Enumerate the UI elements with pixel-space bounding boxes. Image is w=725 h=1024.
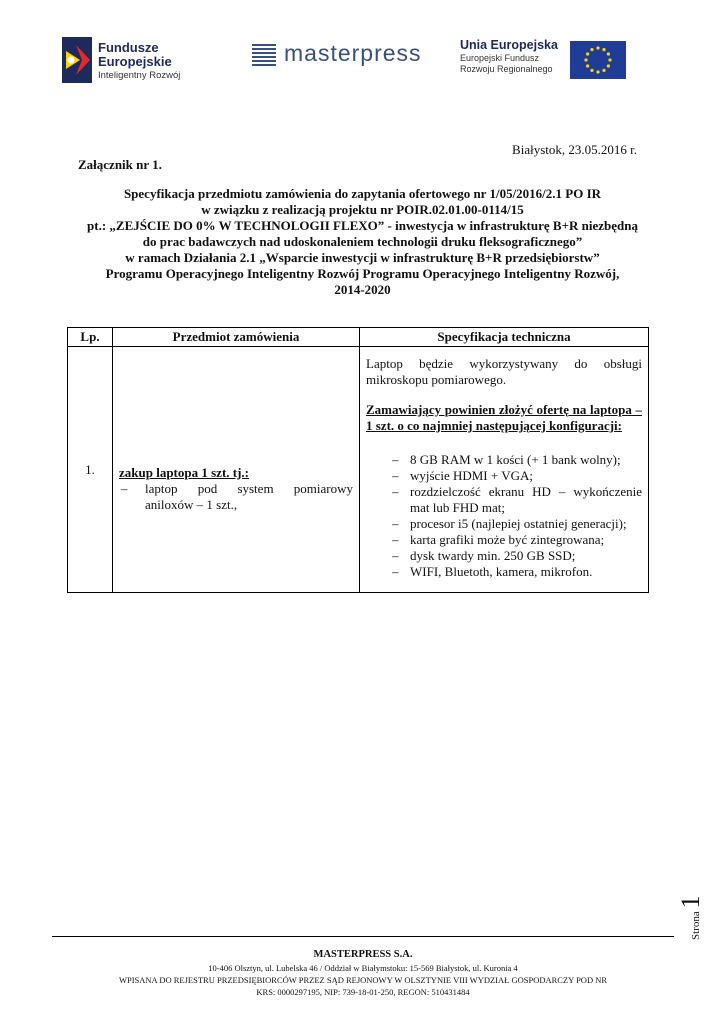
title-line: do prac badawczych nad udoskonaleniem technologii druku fleksograficznego” bbox=[142, 234, 583, 249]
masterpress-logo-text: masterpress bbox=[284, 40, 422, 66]
list-item: – wyjście HDMI + VGA; bbox=[366, 468, 642, 484]
masterpress-lines-icon bbox=[252, 44, 276, 66]
page-label: Strona bbox=[690, 911, 702, 940]
list-item: – rozdzielczość ekranu HD – wykończenie mat lub FHD mat; bbox=[366, 484, 642, 516]
footer-ids: KRS: 0000297195, NIP: 739-18-01-250, REGON: 510431484 bbox=[256, 987, 470, 997]
fe-logo-line1: Fundusze bbox=[98, 40, 159, 55]
row-lp: 1. bbox=[68, 347, 113, 593]
row-spec-cell bbox=[360, 347, 649, 593]
list-item: – dysk twardy min. 250 GB SSD; bbox=[366, 548, 642, 564]
document-date: Białystok, 23.05.2016 r. bbox=[512, 142, 637, 157]
footer-registry: WPISANA DO REJESTRU PRZEDSIĘBIORCÓW PRZEZ SĄD REJONOWY W OLSZTYNIE VIII WYDZIAŁ GOSPODARCZY POD NR bbox=[118, 975, 608, 985]
fe-logo-line2: Europejskie bbox=[98, 54, 172, 69]
item-heading: zakup laptopa 1 szt. tj.: bbox=[119, 464, 250, 480]
page-number: 1 bbox=[676, 895, 705, 909]
table-row bbox=[68, 347, 649, 593]
fe-star-mark-icon bbox=[62, 37, 92, 83]
page-number-indicator bbox=[676, 870, 706, 940]
header-spec: Specyfikacja techniczna bbox=[360, 328, 649, 347]
list-item: – karta grafiki może być zintegrowana; bbox=[366, 532, 642, 548]
footer-address: 10-406 Olsztyn, ul. Lubelska 46 / Oddział w Białymstoku: 15-569 Białystok, ul. Kuronia 4 bbox=[208, 963, 518, 973]
footer-divider bbox=[52, 936, 674, 937]
footer bbox=[52, 948, 674, 998]
item-list bbox=[119, 481, 353, 513]
list-item: – procesor i5 (najlepiej ostatniej generacji); bbox=[366, 516, 642, 532]
spec-intro: Laptop będzie wykorzystywany do obsługi mikroskopu pomiarowego. bbox=[366, 356, 642, 387]
title-line: Specyfikacja przedmiotu zamówienia do zapytania ofertowego nr 1/05/2016/2.1 PO IR bbox=[123, 186, 602, 201]
list-item: – WIFI, Bluetoth, kamera, mikrofon. bbox=[366, 564, 642, 580]
masterpress-logo bbox=[252, 40, 442, 70]
title-line: w ramach Działania 2.1 „Wsparcie inwestycji w infrastrukturę B+R przedsiębiorstw” bbox=[125, 250, 600, 265]
document-title bbox=[60, 186, 665, 298]
spec-list bbox=[366, 452, 642, 580]
eu-flag-icon bbox=[570, 41, 626, 79]
table-header-row bbox=[68, 328, 649, 347]
ue-logo-sub1: Europejski Fundusz bbox=[460, 53, 540, 63]
fe-logo-line3: Inteligentny Rozwój bbox=[98, 70, 181, 81]
fundusze-europejskie-logo bbox=[62, 37, 202, 85]
header-item: Przedmiot zamówienia bbox=[113, 328, 360, 347]
title-line: w związku z realizacją projektu nr POIR.02.01.00-0114/15 bbox=[201, 202, 524, 217]
attachment-label: Załącznik nr 1. bbox=[78, 157, 162, 172]
spec-requirement: Zamawiający powinien złożyć ofertę na laptopa – 1 szt. o co najmniej następującej konfiguracji: bbox=[366, 402, 642, 433]
list-item: – 8 GB RAM w 1 kości (+ 1 bank wolny); bbox=[366, 452, 642, 468]
title-line: 2014-2020 bbox=[334, 282, 391, 297]
unia-europejska-logo bbox=[460, 38, 630, 83]
title-line: pt.: „ZEJŚCIE DO 0% W TECHNOLOGII FLEXO” - inwestycja w infrastrukturę B+R niezbędną bbox=[87, 218, 638, 233]
title-line: Programu Operacyjnego Inteligentny Rozwój Programu Operacyjnego Inteligentny Rozwój, bbox=[105, 266, 620, 281]
specification-table bbox=[67, 327, 649, 593]
row-item-cell bbox=[113, 347, 360, 593]
list-item: – laptop pod system pomiarowy aniloxów – 1 szt., bbox=[119, 481, 353, 513]
header-lp: Lp. bbox=[68, 328, 113, 347]
footer-company: MASTERPRESS S.A. bbox=[313, 949, 413, 960]
ue-logo-sub2: Rozwoju Regionalnego bbox=[460, 64, 553, 74]
ue-logo-title: Unia Europejska bbox=[460, 38, 558, 52]
